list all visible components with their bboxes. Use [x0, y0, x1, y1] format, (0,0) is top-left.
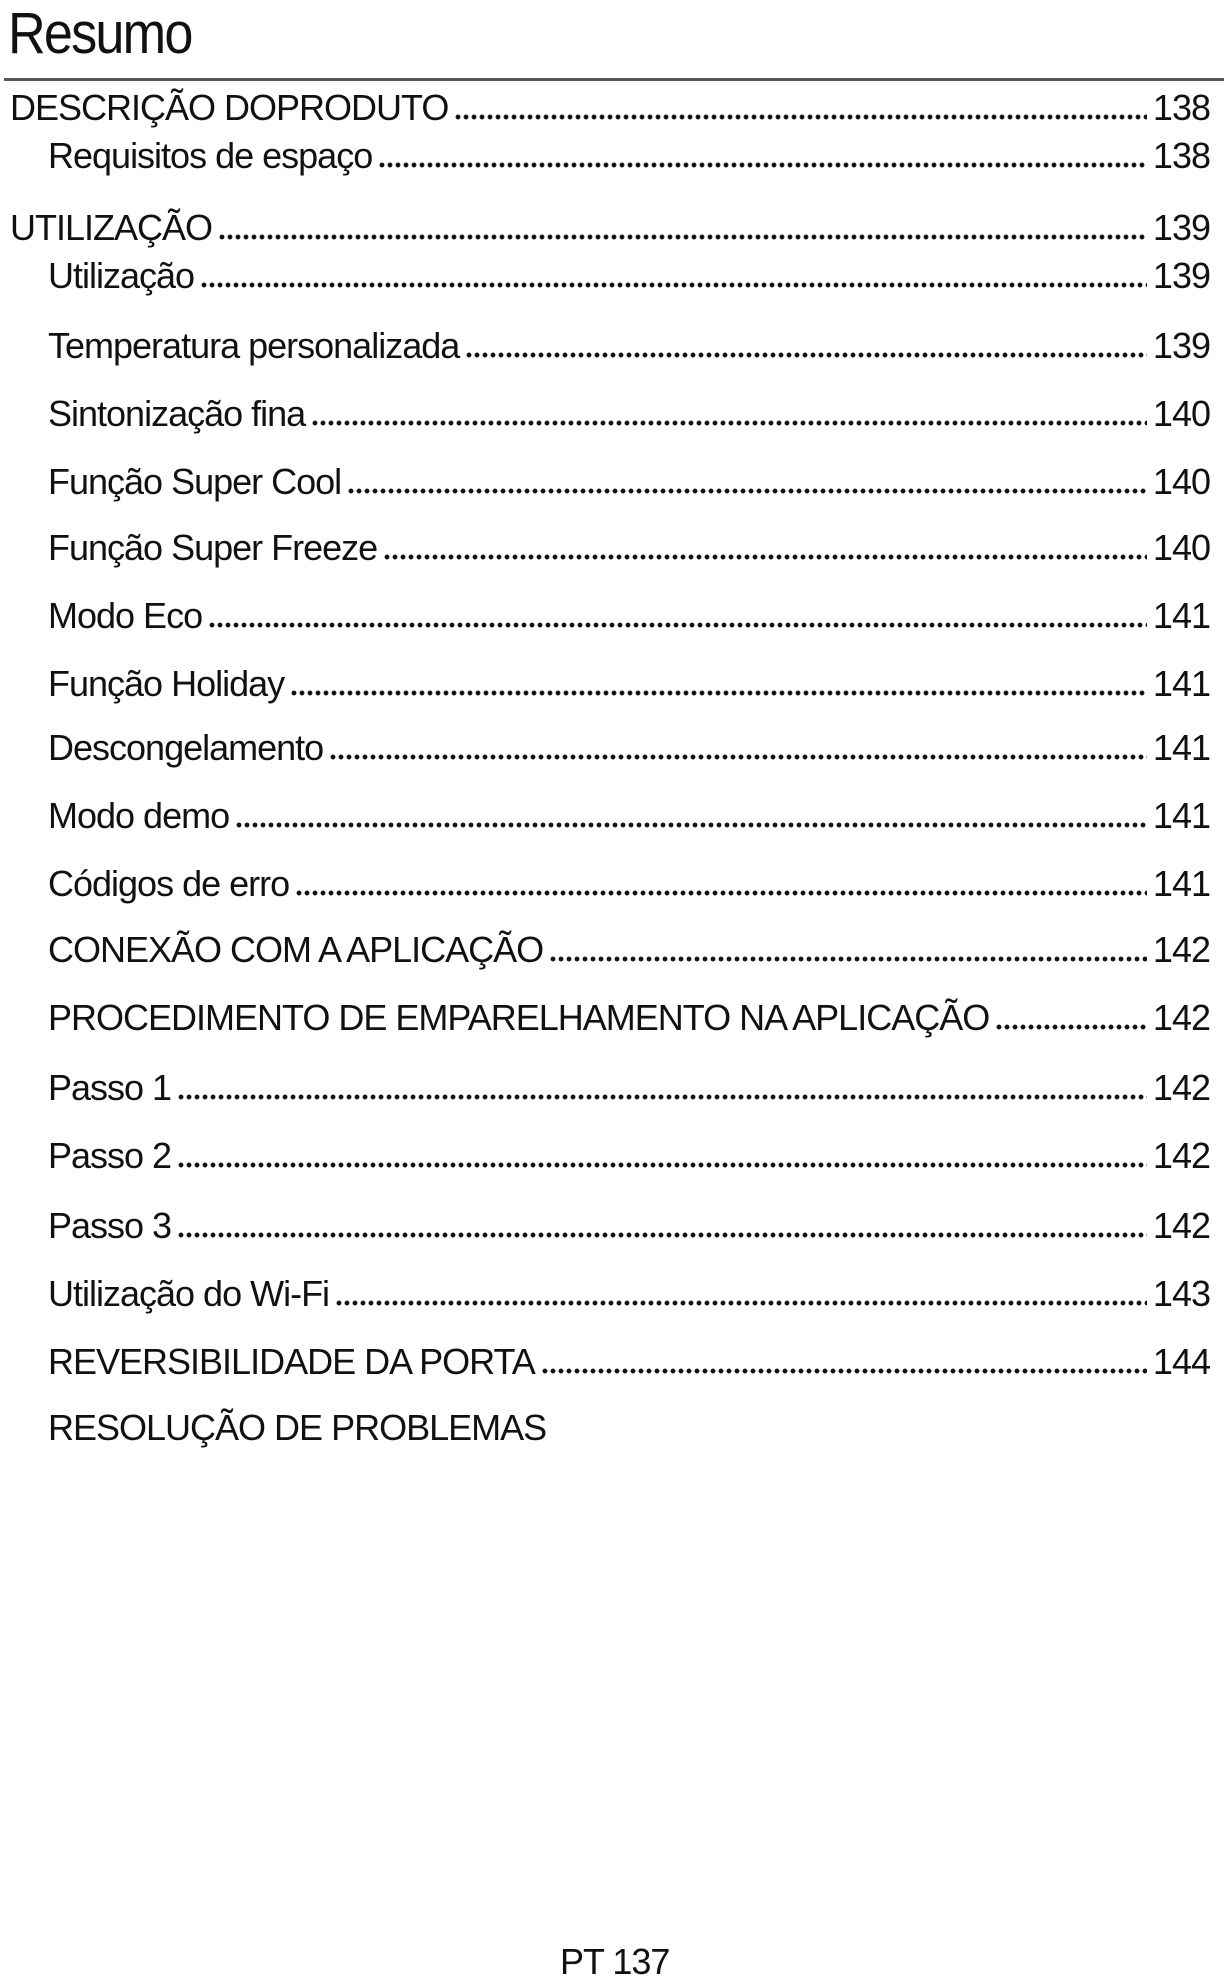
toc-entry[interactable] — [48, 1404, 1210, 1452]
toc-dot-leader — [290, 690, 1147, 696]
toc-entry-page-number: 141 — [1152, 863, 1210, 904]
toc-entry-label: Modo demo — [48, 795, 230, 836]
toc-dot-leader — [295, 890, 1147, 896]
toc-entry-page-number: 141 — [1152, 727, 1210, 768]
toc-dot-leader — [383, 554, 1147, 560]
toc-entry-page-number: 140 — [1152, 393, 1210, 434]
toc-dot-leader — [454, 114, 1147, 120]
toc-entry[interactable] — [48, 792, 1210, 840]
toc-entry-label: Função Super Cool — [48, 461, 342, 502]
page-title: Resumo — [8, 1, 192, 66]
toc-dot-leader — [235, 822, 1147, 828]
toc-entry[interactable] — [48, 1270, 1210, 1318]
toc-entry[interactable] — [48, 252, 1210, 300]
toc-entry-page-number: 142 — [1152, 1067, 1210, 1108]
toc-entry-label: Códigos de erro — [48, 863, 290, 904]
toc-dot-leader — [541, 1368, 1147, 1374]
toc-entry-page-number: 142 — [1152, 997, 1210, 1038]
toc-dot-leader — [465, 352, 1147, 358]
toc-entry[interactable] — [48, 860, 1210, 908]
toc-dot-leader — [995, 1024, 1147, 1030]
toc-entry[interactable] — [48, 592, 1210, 640]
toc-entry-label: Requisitos de espaço — [48, 135, 373, 176]
toc-entry-label: Utilização — [48, 255, 195, 296]
toc-dot-leader — [177, 1094, 1147, 1100]
toc-entry-label: Passo 3 — [48, 1205, 172, 1246]
toc-dot-leader — [218, 234, 1147, 240]
toc-entry[interactable] — [48, 926, 1210, 974]
toc-entry-label: REVERSIBILIDADE DA PORTA — [48, 1341, 535, 1382]
toc-entry-page-number: 141 — [1152, 663, 1210, 704]
toc-entry-label: Utilização do Wi-Fi — [48, 1273, 330, 1314]
toc-entry-page-number: 140 — [1152, 461, 1210, 502]
toc-entry-page-number: 142 — [1152, 1135, 1210, 1176]
footer-page-number: PT 137 — [560, 1941, 670, 1982]
toc-entry-page-number: 139 — [1152, 325, 1210, 366]
toc-dot-leader — [200, 282, 1147, 288]
toc-entry-page-number: 142 — [1152, 1205, 1210, 1246]
toc-entry-label: Passo 1 — [48, 1067, 172, 1108]
toc-entry-page-number: 138 — [1152, 135, 1210, 176]
toc-entry[interactable] — [48, 1064, 1210, 1112]
toc-dot-leader — [208, 622, 1147, 628]
toc-entry-page-number: 138 — [1152, 87, 1210, 128]
toc-entry[interactable] — [48, 1202, 1210, 1250]
toc-entry[interactable] — [48, 458, 1210, 506]
toc-entry-page-number: 142 — [1152, 929, 1210, 970]
toc-dot-leader — [335, 1300, 1147, 1306]
toc-entry-label: Função Holiday — [48, 663, 285, 704]
toc-entry[interactable] — [48, 132, 1210, 180]
toc-entry-label: Descongelamento — [48, 727, 324, 768]
toc-entry-label: RESOLUÇÃO DE PROBLEMAS — [48, 1407, 547, 1448]
toc-entry-page-number: 143 — [1152, 1273, 1210, 1314]
toc-entry[interactable] — [10, 204, 1210, 252]
toc-entry-label: Modo Eco — [48, 595, 203, 636]
toc-entry[interactable] — [48, 524, 1210, 572]
toc-dot-leader — [549, 956, 1147, 962]
toc-entry-label: Função Super Freeze — [48, 527, 378, 568]
toc-entry-page-number: 141 — [1152, 595, 1210, 636]
toc-entry-page-number: 140 — [1152, 527, 1210, 568]
toc-entry-label: Sintonização fina — [48, 393, 306, 434]
toc-entry[interactable] — [48, 1338, 1210, 1386]
toc-entry-page-number: 144 — [1152, 1341, 1210, 1382]
toc-entry-label: PROCEDIMENTO DE EMPARELHAMENTO NA APLICAÇÃO — [48, 997, 990, 1038]
toc-entry-label: Passo 2 — [48, 1135, 172, 1176]
toc-dot-leader — [177, 1232, 1147, 1238]
toc-entry[interactable] — [48, 1132, 1210, 1180]
toc-entry-page-number: 139 — [1152, 255, 1210, 296]
toc-entry-label: Temperatura personalizada — [48, 325, 460, 366]
toc-entry-label: UTILIZAÇÃO — [10, 207, 213, 248]
toc-entry-label: CONEXÃO COM A APLICAÇÃO — [48, 929, 544, 970]
toc-entry[interactable] — [48, 322, 1210, 370]
toc-dot-leader — [378, 162, 1147, 168]
toc-entry-label: DESCRIÇÃO DOPRODUTO — [10, 87, 449, 128]
toc-entry[interactable] — [48, 994, 1210, 1042]
toc-entry[interactable] — [48, 660, 1210, 708]
toc-entry[interactable] — [48, 390, 1210, 438]
toc-entry-page-number: 141 — [1152, 795, 1210, 836]
toc-dot-leader — [311, 420, 1147, 426]
toc-entry[interactable] — [10, 84, 1210, 132]
toc-dot-leader — [347, 488, 1147, 494]
toc-entry-page-number: 139 — [1152, 207, 1210, 248]
toc-dot-leader — [177, 1162, 1147, 1168]
toc-dot-leader — [329, 754, 1147, 760]
toc-entry[interactable] — [48, 724, 1210, 772]
